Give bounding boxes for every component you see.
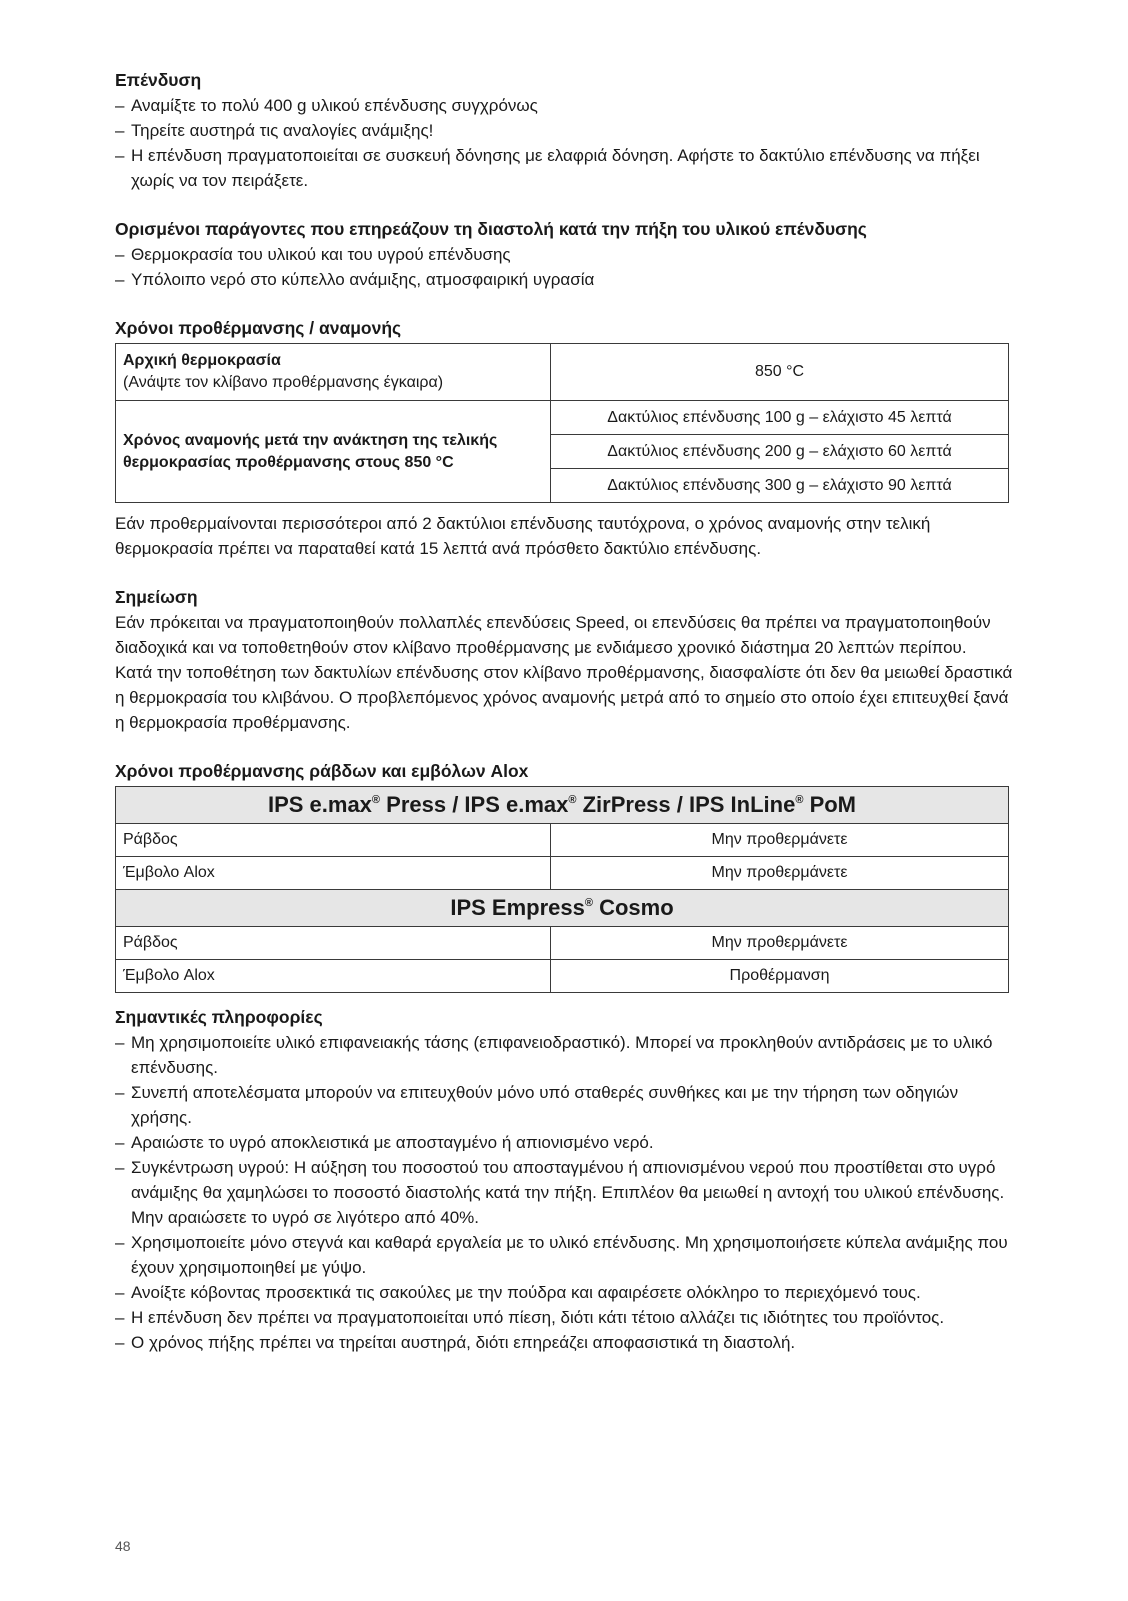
list-item: – Η επένδυση δεν πρέπει να πραγματοποιείται υπό πίεση, διότι κάτι τέτοιο αλλάζει τις ιδιότητες του προϊόντος. <box>115 1305 1015 1330</box>
table-cell <box>116 401 551 503</box>
group-title: IPS e.max® Press / IPS e.max® ZirPress / IPS InLine® PoM <box>116 787 1009 824</box>
table-row <box>116 787 1009 824</box>
table-cell: Ράβδος <box>116 824 551 857</box>
table-row <box>116 857 1009 890</box>
note-paragraph-1: Εάν πρόκειται να πραγματοποιηθούν πολλαπλές επενδύσεις Speed, οι επενδύσεις θα πρέπει να πραγματοποιηθούν διαδοχικά και να τοποθετηθούν στον κλίβανο προθέρμανσης με ενδιάμεσο χρονικό διάστημα 20 λεπτών περίπου. <box>115 613 991 657</box>
table-row <box>116 344 1009 401</box>
table-cell: Μην προθερμάνετε <box>551 927 1009 960</box>
preheat-note: Εάν προθερμαίνονται περισσότεροι από 2 δακτύλιοι επένδυσης ταυτόχρονα, ο χρόνος αναμονής στην τελική θερμοκρασία πρέπει να παραταθεί κατά 15 λεπτά ανά πρόσθετο δακτύλιο επένδυσης. <box>115 514 931 558</box>
start-temp-label: Αρχική θερμοκρασία <box>123 352 281 369</box>
table-row <box>116 927 1009 960</box>
table-row <box>116 960 1009 993</box>
note-paragraph-2: Κατά την τοποθέτηση των δακτυλίων επένδυσης στον κλίβανο προθέρμανσης, διασφαλίστε ότι δεν θα μειωθεί δραστικά η θερμοκρασία του κλιβάνου. Ο προβλεπόμενος χρόνος αναμονής μετρά από το σημείο στο οποίο έχει επιτευχθεί ξανά η θερμοκρασία προθέρμανσης. <box>115 663 1013 732</box>
table-cell <box>116 344 551 401</box>
table-row <box>116 401 1009 435</box>
list-item: – Θερμοκρασία του υλικού και του υγρού επένδυσης <box>115 242 1015 267</box>
table-row <box>116 890 1009 927</box>
alox-heading: Χρόνοι προθέρμανσης ράβδων και εμβόλων Alox <box>115 761 529 781</box>
table-row <box>116 824 1009 857</box>
list-item: – Αναμίξτε το πολύ 400 g υλικού επένδυσης συγχρόνως <box>115 93 1015 118</box>
hold-time-value: Δακτύλιος επένδυσης 300 g – ελάχιστο 90 λεπτά <box>551 469 1009 503</box>
note-heading: Σημείωση <box>115 587 198 607</box>
group-title: IPS Empress® Cosmo <box>116 890 1009 927</box>
alox-table <box>115 786 1009 993</box>
list-item: – Η επένδυση πραγματοποιείται σε συσκευή δόνησης με ελαφριά δόνηση. Αφήστε το δακτύλιο επένδυσης να πήξει χωρίς να τον πειράξετε. <box>115 143 1015 193</box>
preheat-table <box>115 343 1009 503</box>
table-cell: Μην προθερμάνετε <box>551 824 1009 857</box>
document-page <box>115 68 1015 1355</box>
hold-time-value: Δακτύλιος επένδυσης 200 g – ελάχιστο 60 λεπτά <box>551 435 1009 469</box>
list-item: – Συγκέντρωση υγρού: Η αύξηση του ποσοστού του αποσταγμένου ή απιονισμένου νερού που προστίθεται στο υγρό ανάμιξης θα χαμηλώσει το ποσοστό διαστολής κατά την πήξη. Επιπλέον θα μειωθεί η αντοχή του υλικού επένδυσης. Μην αραιώσετε το υγρό σε λιγότερο από 40%. <box>115 1155 1015 1230</box>
table-cell: Έμβολο Alox <box>116 857 551 890</box>
table-cell: Έμβολο Alox <box>116 960 551 993</box>
important-list <box>115 1030 1015 1355</box>
important-heading: Σημαντικές πληροφορίες <box>115 1007 323 1027</box>
table-cell: Μην προθερμάνετε <box>551 857 1009 890</box>
table-cell: Ράβδος <box>116 927 551 960</box>
list-item: – Αραιώστε το υγρό αποκλειστικά με αποσταγμένο ή απιονισμένο νερό. <box>115 1130 1015 1155</box>
list-item: – Τηρείτε αυστηρά τις αναλογίες ανάμιξης! <box>115 118 1015 143</box>
list-item: – Χρησιμοποιείτε μόνο στεγνά και καθαρά εργαλεία με το υλικό επένδυσης. Μη χρησιμοποιήσετε κύπελα ανάμιξης που έχουν χρησιμοποιηθεί με γύψο. <box>115 1230 1015 1280</box>
preheat-heading: Χρόνοι προθέρμανσης / αναμονής <box>115 318 402 338</box>
list-item: – Ανοίξτε κόβοντας προσεκτικά τις σακούλες με την πούδρα και αφαιρέσετε ολόκληρο το περιεχόμενό τους. <box>115 1280 1015 1305</box>
table-cell: Προθέρμανση <box>551 960 1009 993</box>
start-temp-note: (Ανάψτε τον κλίβανο προθέρμανσης έγκαιρα) <box>123 374 444 391</box>
factors-heading: Ορισμένοι παράγοντες που επηρεάζουν τη διαστολή κατά την πήξη του υλικού επένδυσης <box>115 219 867 239</box>
factors-list <box>115 242 1015 292</box>
start-temp-value: 850 °C <box>551 344 1009 401</box>
list-item: – Ο χρόνος πήξης πρέπει να τηρείται αυστηρά, διότι επηρεάζει αποφασιστικά τη διαστολή. <box>115 1330 1015 1355</box>
investment-list <box>115 93 1015 193</box>
list-item: – Συνεπή αποτελέσματα μπορούν να επιτευχθούν μόνο υπό σταθερές συνθήκες και με την τήρηση των οδηγιών χρήσης. <box>115 1080 1015 1130</box>
investment-heading: Επένδυση <box>115 70 202 90</box>
hold-time-value: Δακτύλιος επένδυσης 100 g – ελάχιστο 45 λεπτά <box>551 401 1009 435</box>
hold-time-label: Χρόνος αναμονής μετά την ανάκτηση της τελικής θερμοκρασίας προθέρμανσης στους 850 °C <box>123 431 498 471</box>
page-number: 48 <box>115 1538 131 1554</box>
list-item: – Μη χρησιμοποιείτε υλικό επιφανειακής τάσης (επιφανειοδραστικό). Μπορεί να προκληθούν αντιδράσεις με το υλικό επένδυσης. <box>115 1030 1015 1080</box>
list-item: – Υπόλοιπο νερό στο κύπελλο ανάμιξης, ατμοσφαιρική υγρασία <box>115 267 1015 292</box>
